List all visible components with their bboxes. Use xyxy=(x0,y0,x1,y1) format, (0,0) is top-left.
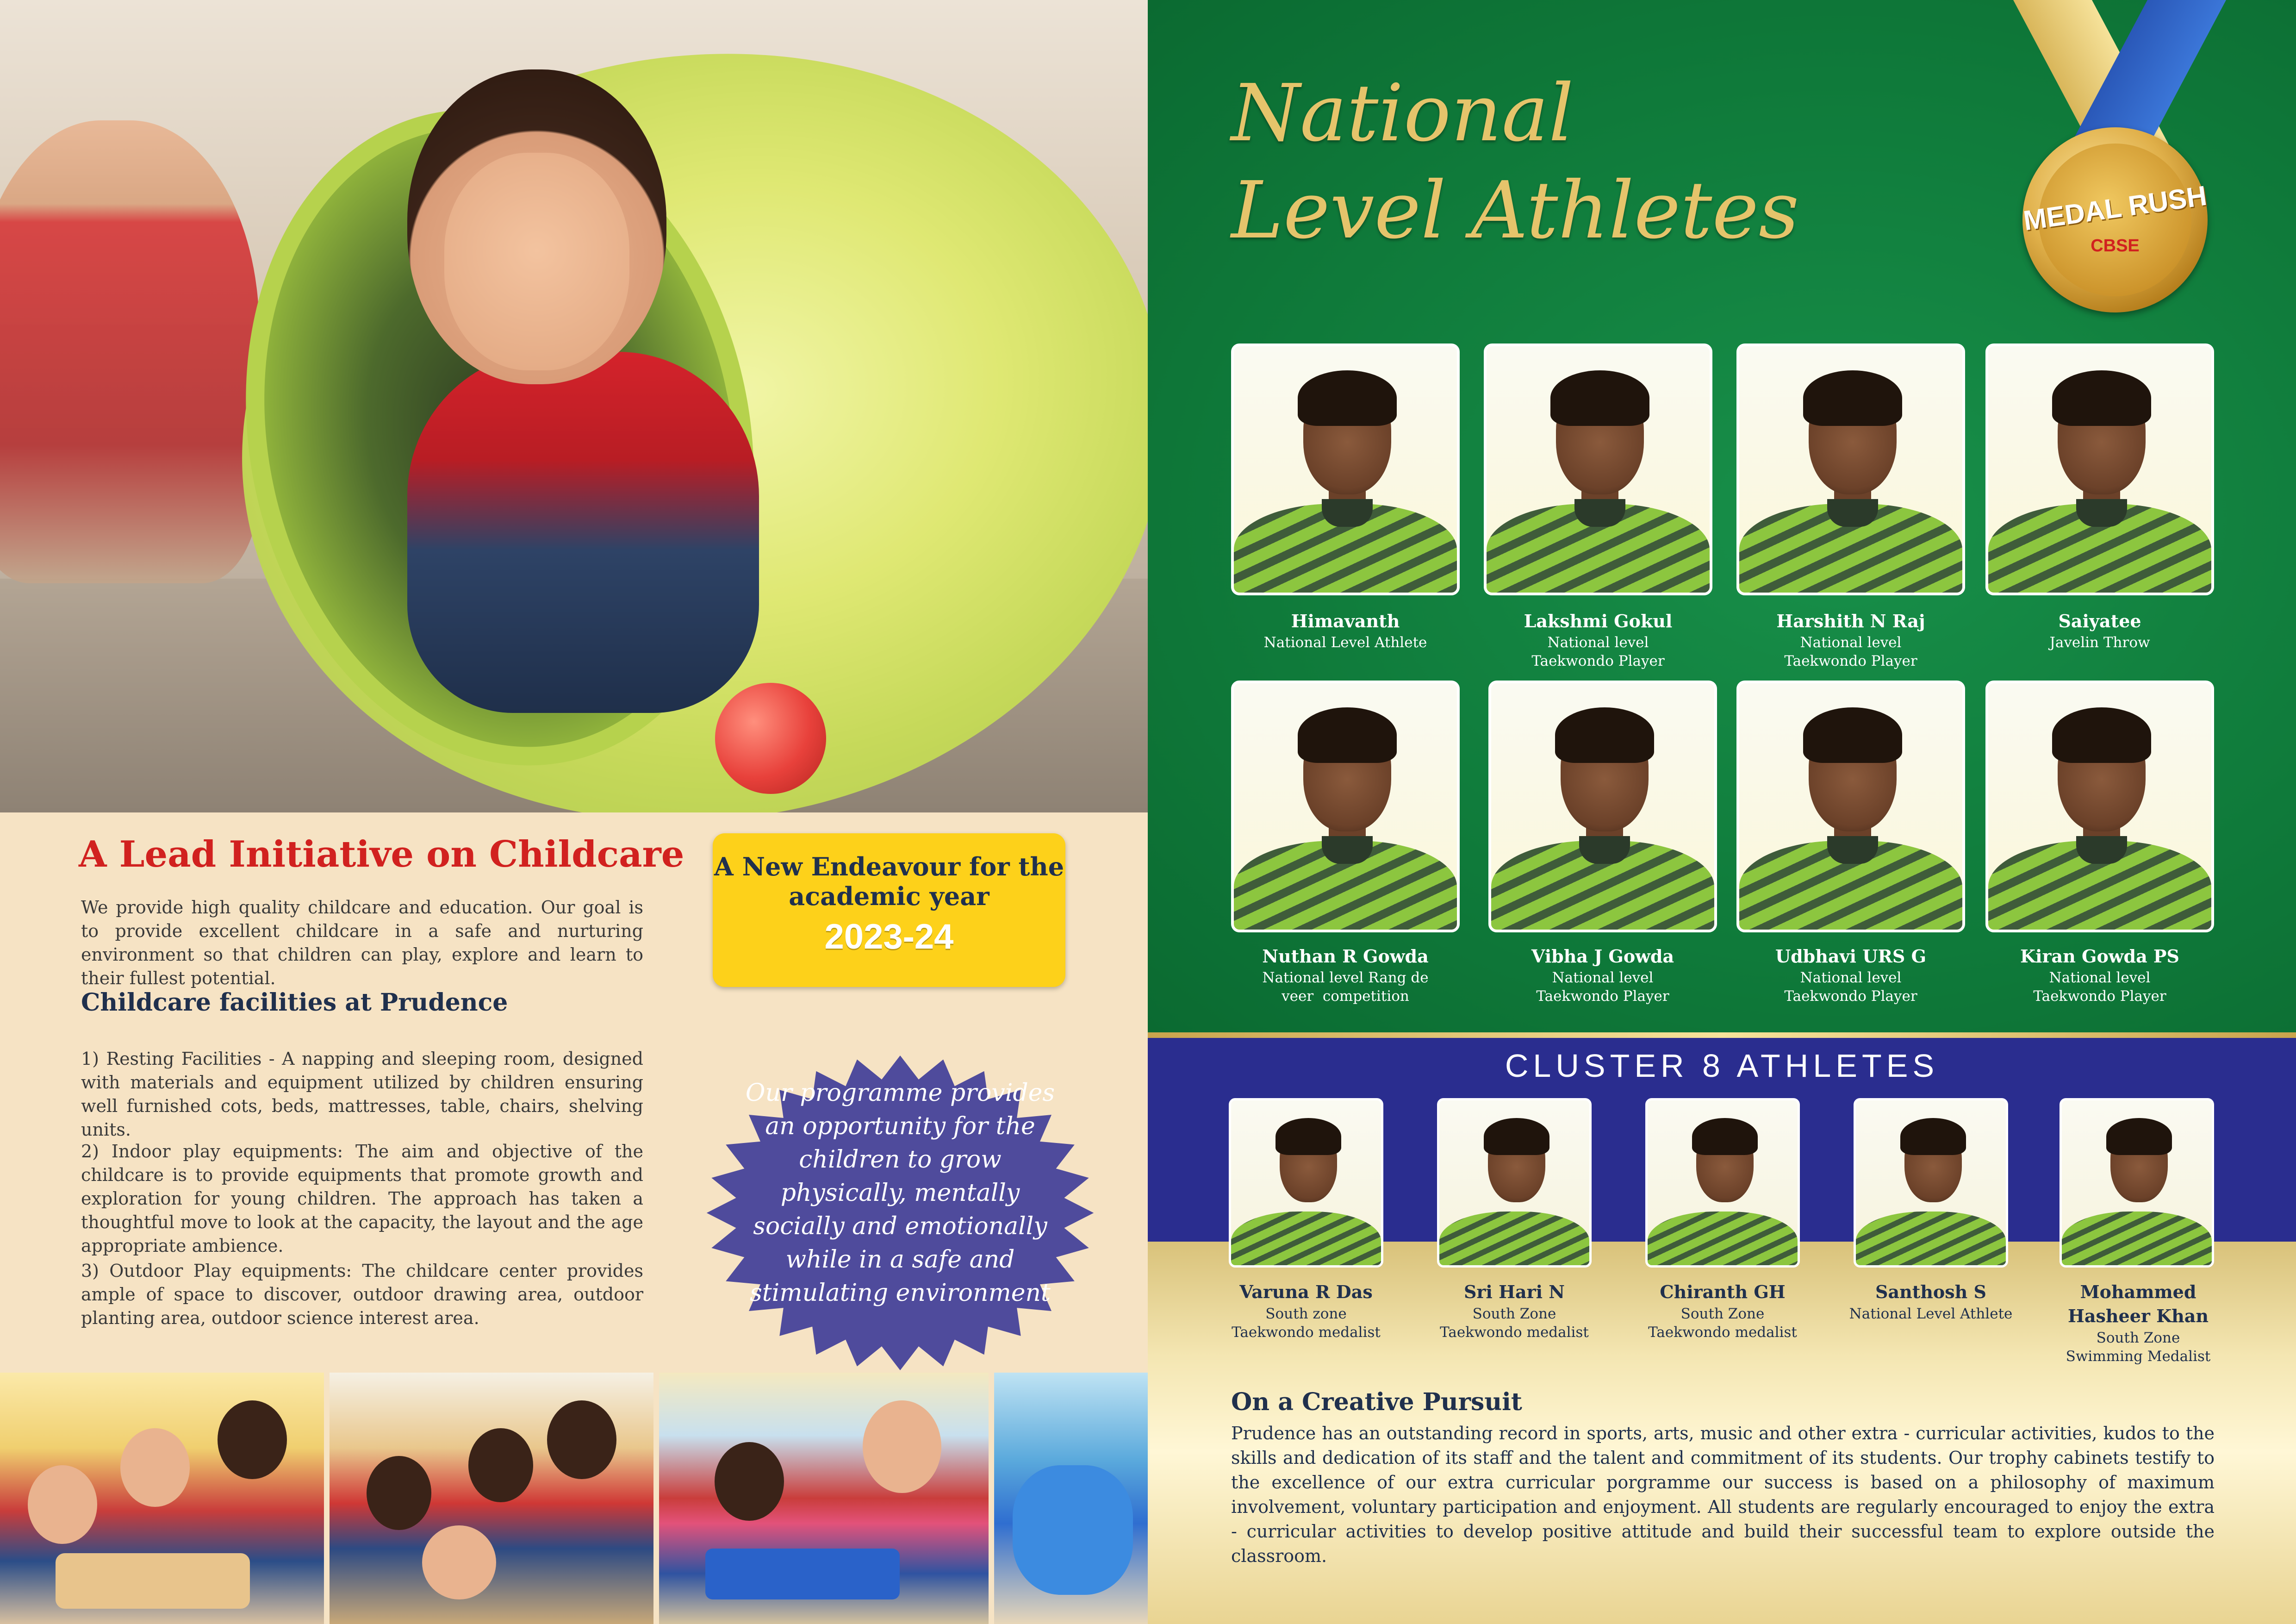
cluster-athlete-name: Santhosh S xyxy=(1875,1281,1986,1302)
athlete-photo xyxy=(1736,681,1965,932)
athlete-desc: Javelin Throw xyxy=(2049,634,2150,651)
athlete-name: Vibha J Gowda xyxy=(1531,946,1674,967)
cluster-athlete-desc: Taekwondo medalist xyxy=(1648,1324,1797,1341)
athlete-desc: National level xyxy=(2049,969,2151,986)
athlete-desc: National Level Athlete xyxy=(1263,634,1427,651)
athlete-name: Udbhavi URS G xyxy=(1775,946,1927,967)
cluster-athlete-desc: South Zone xyxy=(2096,1330,2180,1346)
athlete-desc: National level Rang de xyxy=(1262,969,1429,986)
cluster-athlete-name: Mohammed Hasheer Khan xyxy=(2067,1281,2209,1326)
childcare-intro: We provide high quality childcare and education. Our goal is to provide excellent childcare in a safe and nurturing environment so that children can play, explore and learn to their fullest potential. xyxy=(81,897,643,988)
background-child xyxy=(0,120,259,583)
cluster-athlete-photo xyxy=(2060,1098,2214,1268)
athlete-name: Lakshmi Gokul xyxy=(1524,611,1673,631)
cluster-athlete-desc: South zone xyxy=(1265,1305,1347,1322)
athlete-name: Himavanth xyxy=(1291,611,1400,631)
athlete-desc: National level xyxy=(1547,634,1649,651)
athlete-desc: veer competition xyxy=(1282,988,1409,1005)
cluster-athlete-desc: South Zone xyxy=(1472,1305,1556,1322)
cluster-athlete-photo xyxy=(1854,1098,2008,1268)
medal-text: MEDAL RUSH xyxy=(2021,180,2209,237)
childcare-title: A Lead Initiative on Childcare xyxy=(79,833,684,875)
endeavour-year: 2023-24 xyxy=(824,917,954,956)
athlete-photo xyxy=(1488,681,1717,932)
programme-statement: Our programme provides an opportunity for the children to grow physically, mentally socially and emotionally while in a safe and stimulating environment xyxy=(745,1079,1055,1307)
athlete-name: Harshith N Raj xyxy=(1776,611,1925,631)
athlete-name: Kiran Gowda PS xyxy=(2020,946,2179,967)
facility-item-resting: 1) Resting Facilities - A napping and sleeping room, designed with materials and equipment utilized by children ensuring well furnished cots, beds, mattresses, table, chairs, shelving units. xyxy=(81,1049,643,1140)
red-ball xyxy=(715,683,826,794)
athlete-name: Saiyatee xyxy=(2058,611,2141,631)
child-figure xyxy=(407,352,759,713)
facilities-heading: Childcare facilities at Prudence xyxy=(81,988,508,1017)
athlete-photo xyxy=(1484,344,1712,595)
creative-heading: On a Creative Pursuit xyxy=(1231,1388,1522,1416)
title-line2: Level Athletes xyxy=(1231,165,1799,256)
cluster-athlete-desc: Taekwondo medalist xyxy=(1440,1324,1589,1341)
athlete-desc: Taekwondo Player xyxy=(1784,653,1917,669)
national-athletes-title xyxy=(1231,65,1799,259)
cluster-athlete-name: Varuna R Das xyxy=(1239,1281,1373,1302)
cluster-heading: CLUSTER 8 ATHLETES xyxy=(1505,1048,1939,1084)
athlete-desc: Taekwondo Player xyxy=(2033,988,2166,1005)
athlete-desc: Taekwondo Player xyxy=(1784,988,1917,1005)
cluster-athlete-photo xyxy=(1229,1098,1383,1268)
athlete-photo xyxy=(1231,681,1460,932)
cluster-athlete-desc: Swimming Medalist xyxy=(2066,1348,2211,1365)
endeavour-line2: academic year xyxy=(789,881,989,911)
athlete-photo xyxy=(1985,344,2214,595)
photo-children-activity-table xyxy=(0,1373,324,1624)
endeavour-box xyxy=(713,833,1065,987)
athlete-photo xyxy=(1231,344,1460,595)
cluster-athlete-photo xyxy=(1437,1098,1592,1268)
hero-photo-child-in-tunnel xyxy=(0,0,1148,812)
cluster-athlete-name: Sri Hari N xyxy=(1463,1281,1565,1302)
athlete-desc: National level xyxy=(1552,969,1654,986)
athlete-desc: Taekwondo Player xyxy=(1536,988,1669,1005)
cluster-athlete-name: Chiranth GH xyxy=(1660,1281,1786,1302)
athlete-photo xyxy=(1985,681,2214,932)
photo-playground-slide xyxy=(994,1373,1148,1624)
athlete-desc: National level xyxy=(1800,634,1902,651)
cluster-athlete-photo xyxy=(1645,1098,1800,1268)
athlete-name: Nuthan R Gowda xyxy=(1262,946,1429,967)
gold-divider xyxy=(1148,1032,2296,1038)
medal-subtext: CBSE xyxy=(2091,236,2140,256)
athlete-desc: Taekwondo Player xyxy=(1531,653,1665,669)
photo-children-sandpit xyxy=(330,1373,653,1624)
athlete-photo xyxy=(1736,344,1965,595)
facility-item-outdoor: 3) Outdoor Play equipments: The childcare center provides ample of space to discover, outdoor drawing area, outdoor planting area, outdoor science interest area. xyxy=(81,1261,643,1328)
cluster-athlete-desc: Taekwondo medalist xyxy=(1232,1324,1381,1341)
endeavour-line1: A New Endeavour for the xyxy=(714,852,1064,881)
cluster-athlete-desc: South Zone xyxy=(1680,1305,1765,1322)
photo-teacher-classroom xyxy=(659,1373,989,1624)
cluster-athlete-desc: National Level Athlete xyxy=(1849,1305,2013,1322)
title-line1: National xyxy=(1231,68,1574,159)
creative-paragraph: Prudence has an outstanding record in sports, arts, music and other extra - curricular activities, kudos to the skills and dedication of its staff and the talent and commitment of its students. Our trophy cabinets testify to the excellence of our extra curricular porgramme our success is based on a philosophy of maximum involvement, voluntary participation and enjoyment. All students are regularly encouraged to enjoy the extra - curricular activities to develop positive attitude and build their successful team to explore outside the classroom. xyxy=(1231,1423,2215,1566)
athlete-desc: National level xyxy=(1800,969,1902,986)
facility-item-indoor: 2) Indoor play equipments: The aim and objective of the childcare is to provide equipments that promote growth and exploration for young children. The approach has taken a thoughtful move to look at the capacity, the layout and the age appropriate ambience. xyxy=(81,1141,643,1256)
